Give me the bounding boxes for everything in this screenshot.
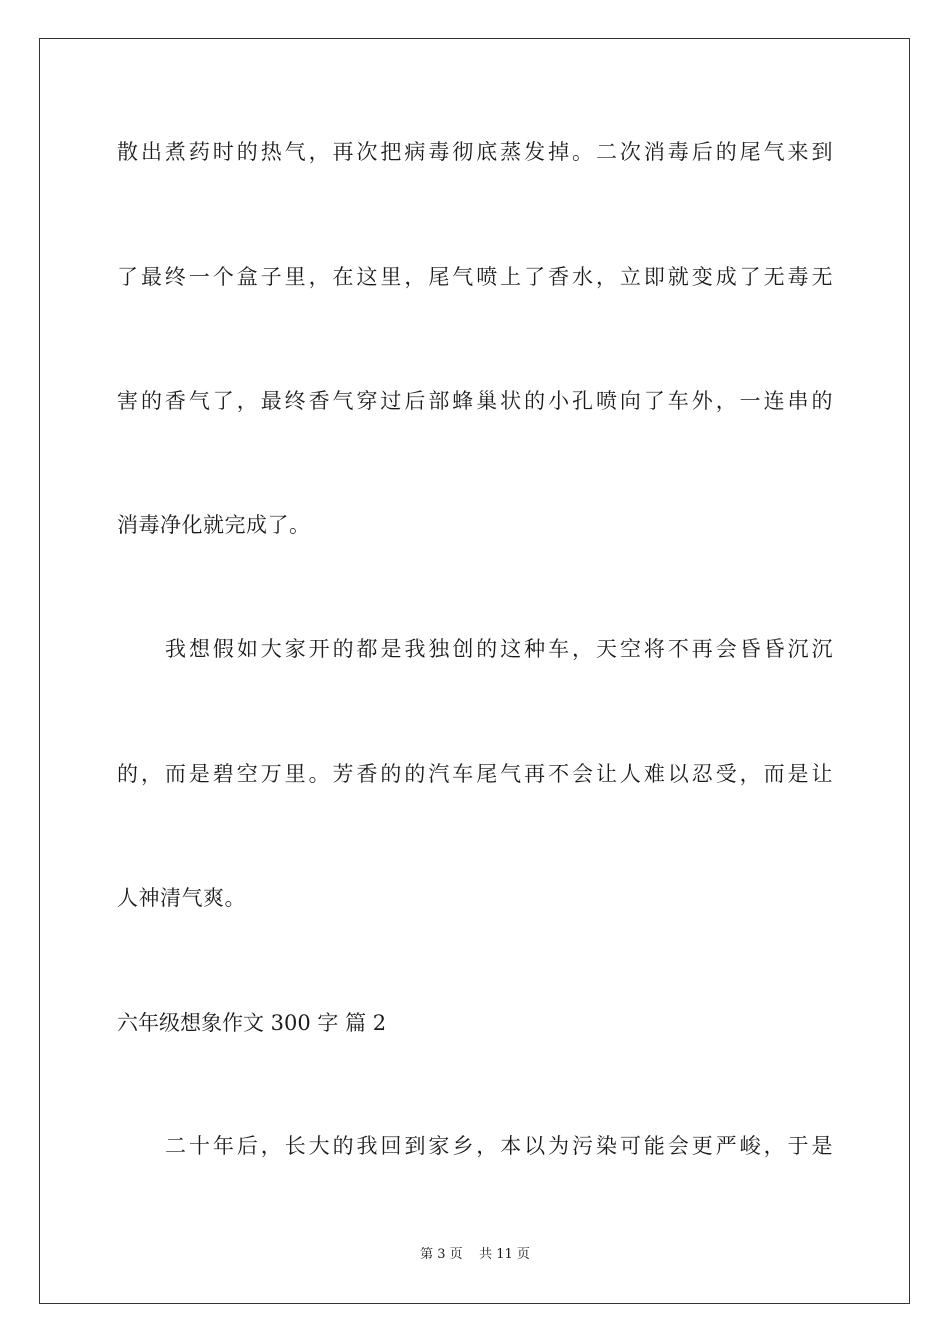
paragraph-line: 害的香气了，最终香气穿过后部蜂巢状的小孔喷向了车外，一连串的 [117, 389, 833, 413]
paragraph-line: 二十年后，长大的我回到家乡，本以为污染可能会更严峻，于是 [165, 1134, 833, 1158]
page-number-footer: 第 3 页 共 11 页 [420, 1247, 530, 1262]
paragraph-line: 的，而是碧空万里。芳香的的汽车尾气再不会让人难以忍受，而是让 [117, 762, 833, 786]
paragraph-line: 散出煮药时的热气，再次把病毒彻底蒸发掉。二次消毒后的尾气来到 [117, 140, 833, 164]
section-heading: 六年级想象作文 300 字 篇 2 [117, 1011, 387, 1035]
page-border [39, 38, 910, 1304]
paragraph-line: 了最终一个盒子里，在这里，尾气喷上了香水，立即就变成了无毒无 [117, 265, 833, 289]
paragraph-line: 我想假如大家开的都是我独创的这种车，天空将不再会昏昏沉沉 [165, 637, 833, 661]
paragraph-line: 消毒净化就完成了。 [117, 513, 311, 537]
paragraph-line: 人神清气爽。 [117, 886, 246, 910]
